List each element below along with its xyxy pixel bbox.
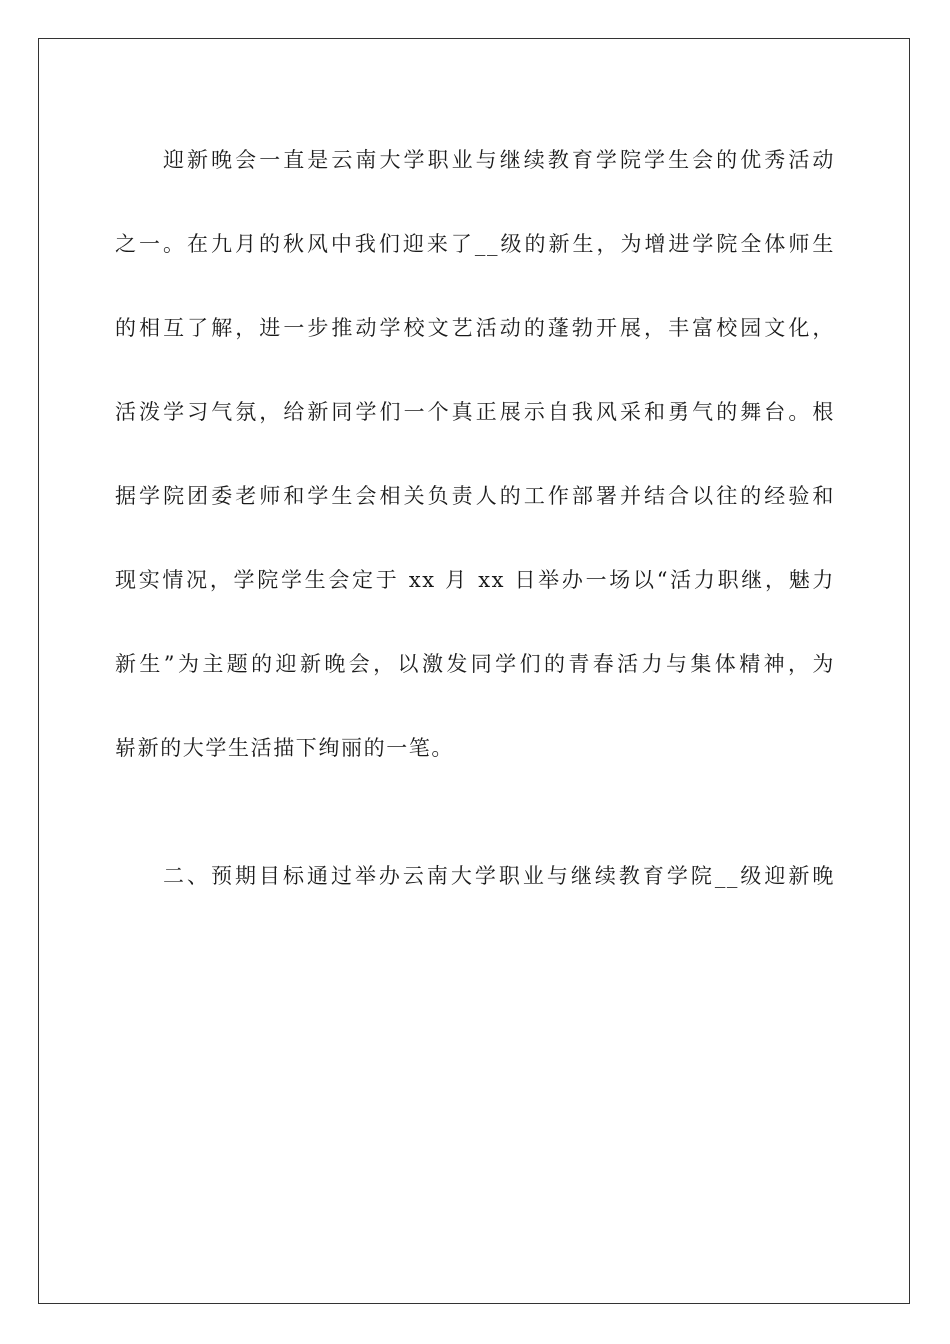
paragraph-expected-goals: [115, 834, 835, 918]
text-line: 新生”为主题的迎新晚会，以激发同学们的青春活力与集体精神，为: [115, 652, 835, 676]
text-line: 之一。在九月的秋风中我们迎来了__级的新生，为增进学院全体师生: [115, 232, 835, 256]
text-line: 现实情况，学院学生会定于 xx 月 xx 日举办一场以“活力职继，魅力: [115, 568, 835, 592]
paragraph-background: [115, 118, 835, 790]
text-line: 的相互了解，进一步推动学校文艺活动的蓬勃开展，丰富校园文化，: [115, 316, 835, 340]
paragraph-gap: [115, 790, 835, 834]
text-line: 崭新的大学生活描下绚丽的一笔。: [115, 736, 454, 760]
text-line: 活泼学习气氛，给新同学们一个真正展示自我风采和勇气的舞台。根: [115, 400, 835, 424]
text-line: 迎新晚会一直是云南大学职业与继续教育学院学生会的优秀活动: [163, 148, 835, 172]
text-line: 据学院团委老师和学生会相关负责人的工作部署并结合以往的经验和: [115, 484, 835, 508]
document-body: [115, 118, 835, 918]
text-line: 二、预期目标通过举办云南大学职业与继续教育学院__级迎新晚: [163, 864, 835, 888]
